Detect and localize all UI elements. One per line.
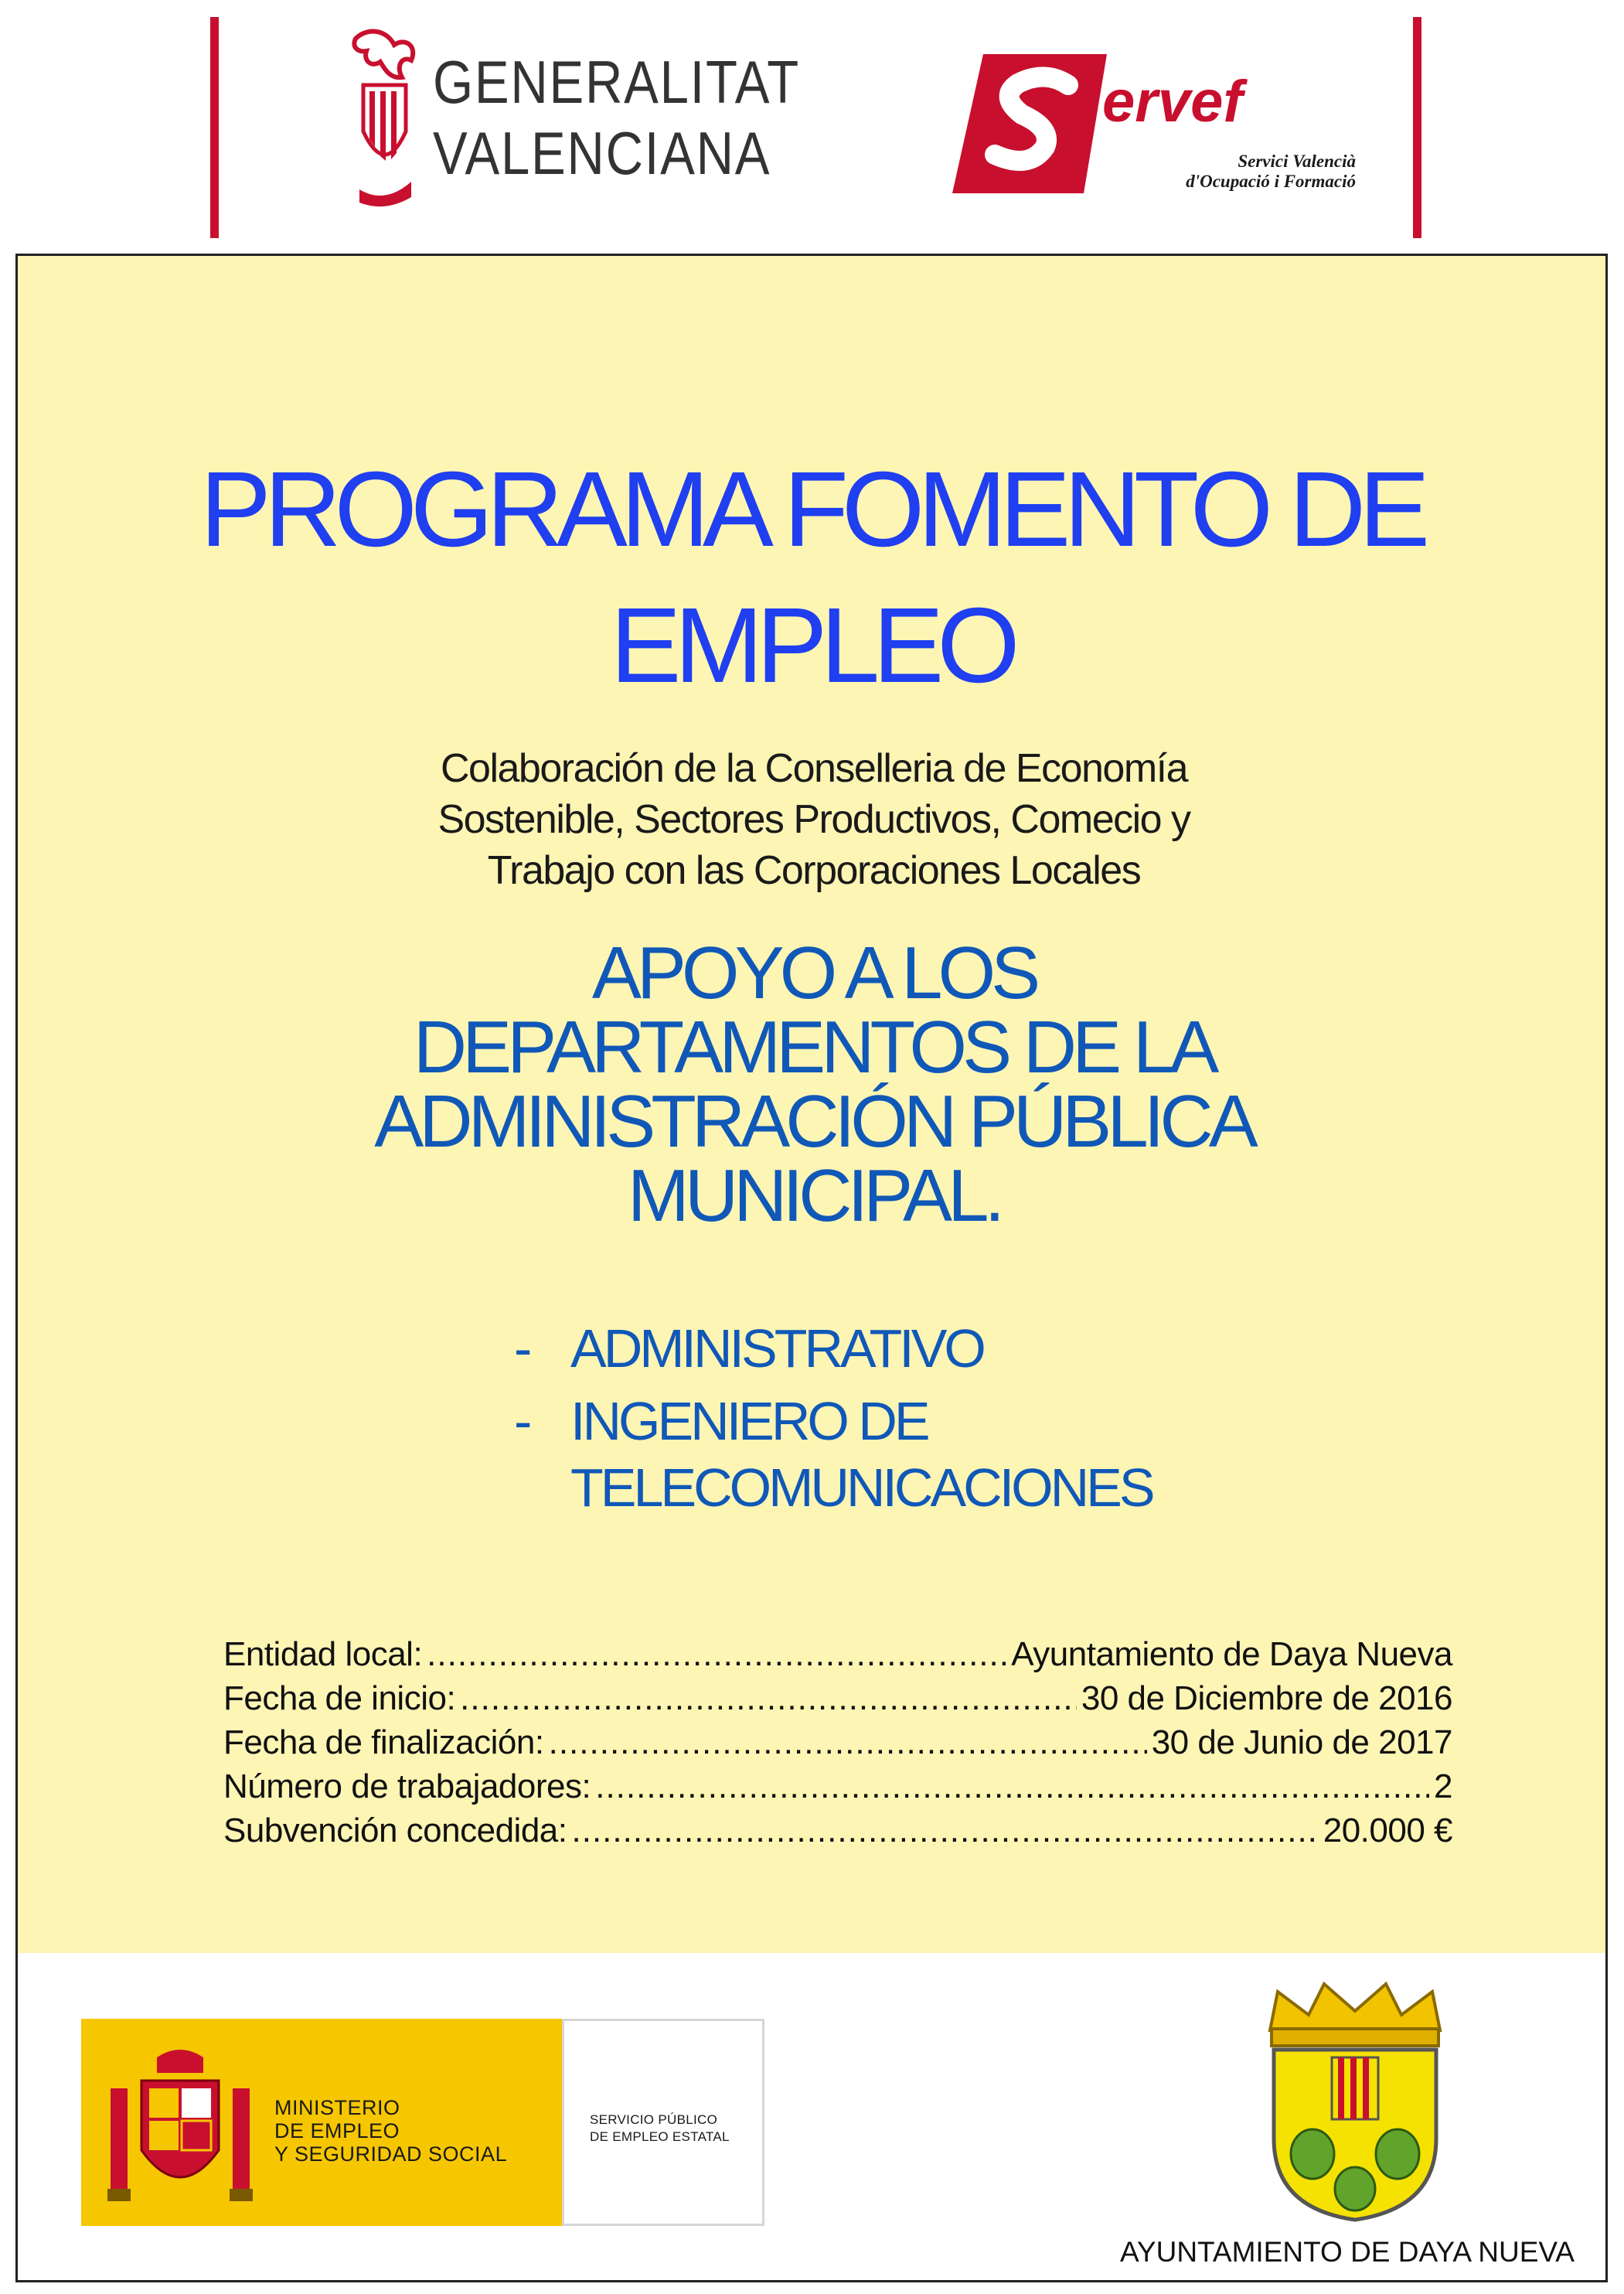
servef-logo-subtitle: Servici Valencià d'Ocupació i Formació [1186, 152, 1356, 191]
ayuntamiento-label: AYUNTAMIENTO DE DAYA NUEVA [1120, 2236, 1575, 2268]
detail-row-trabajadores: Número de trabajadores: ..... 2 [223, 1764, 1452, 1808]
spain-coat-of-arms-icon [103, 2042, 257, 2212]
ministerio-empleo-logo [81, 2019, 764, 2226]
detail-row-fecha-fin: Fecha de finalización: ..... 30 de Junio de 2017 [223, 1720, 1452, 1764]
servef-s-icon [952, 54, 1107, 193]
generalitat-crest-icon [354, 32, 413, 207]
detail-row-subvencion: Subvención concedida: ..... 20.000 € [223, 1808, 1452, 1853]
sepe-text: SERVICIO PÚBLICO DE EMPLEO ESTATAL [590, 2112, 730, 2144]
poster-yellow-panel [18, 256, 1605, 1953]
list-item: - INGENIERO DE TELECOMUNICACIONES [514, 1391, 1152, 1518]
poster-frame [15, 254, 1608, 2282]
header-right-bar [1413, 17, 1421, 238]
header-left-bar [210, 17, 219, 238]
collaboration-text: Colaboración de la Conselleria de Economía Sostenible, Sectores Productivos, Comecio y Trabajo con las Corporaciones Locales [437, 746, 1190, 893]
job-list [497, 1315, 1425, 1527]
poster-title: PROGRAMA FOMENTO DE EMPLEO [199, 450, 1424, 705]
servef-logo-word: ervef [1102, 69, 1243, 135]
detail-row-entidad: Entidad local: ..... Ayuntamiento de Daya Nueva [223, 1632, 1452, 1676]
project-details [223, 1632, 1452, 1853]
detail-row-fecha-inicio: Fecha de inicio: ..... 30 de Diciembre de 2016 [223, 1676, 1452, 1720]
generalitat-logo-text: GENERALITAT VALENCIANA [433, 48, 800, 187]
list-item: - ADMINISTRATIVO [514, 1318, 983, 1379]
ministerio-text: MINISTERIO DE EMPLEO Y SEGURIDAD SOCIAL [274, 2096, 508, 2166]
program-name: APOYO A LOS DEPARTAMENTOS DE LA ADMINISTRACIÓN PÚBLICA MUNICIPAL. [374, 932, 1254, 1237]
daya-nueva-coat-of-arms-icon [1255, 1976, 1455, 2224]
